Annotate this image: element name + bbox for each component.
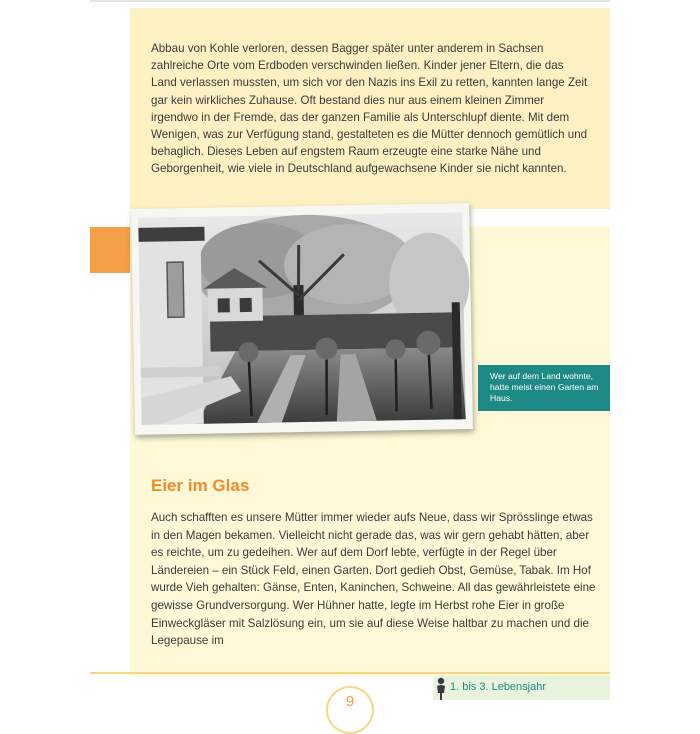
top-rule: [90, 0, 610, 2]
garden-photo-frame: [131, 203, 473, 435]
intro-paragraph: Abbau von Kohle verloren, dessen Bagger später unter anderem in Sachsen zahlreiche Orte vom Erdboden verschwinden ließen. Kinder jener Eltern, die das Land verlassen mussten, um sich vor den Nazis ins Exil zu retten, kannten lange Zeit gar kein wirkliches Zuhause. Oft bestand dies nur aus einem kleinen Zimmer irgendwo in der Fremde, das der ganzen Familie als Unterschlupf diente. Mit dem Wenigen, was zur Verfügung stand, gestalteten es die Mütter dennoch gemütlich und behaglich. Dieses Leben auf engstem Raum erzeugte eine starke Nähe und Geborgenheit, wie viele in Deutschland aufgewachsene Kinder sie nicht kannten.: [151, 42, 588, 176]
photo-caption: Wer auf dem Land wohnte, hatte meist einen Garten am Haus.: [478, 365, 610, 411]
footer-rule: [90, 672, 610, 674]
section-paragraph: Auch schafften es unsere Mütter immer wieder aufs Neue, dass wir Sprösslinge etwas in den Magen bekamen. Vielleicht nicht gerade das, was wir gern gehabt hätten, aber es reichte, um zu gedeihen. Wer auf dem Dorf lebte, verfügte in der Regel über Ländereien – ein Stück Feld, einen Garten. Dort gedieh Obst, Gemüse, Tabak. Im Hof wurde Vieh gehalten: Gänse, Enten, Kaninchen, Schweine. All das gewährleistete eine gewisse Grundversorgung. Wer Hühner hatte, legte im Herbst rohe Eier in große Einweckgläser mit Salzlösung ein, um sie auf diese Weise haltbar zu machen und die Legepause im: [151, 511, 596, 648]
orange-accent-tab: [90, 227, 130, 273]
child-figure-icon: [433, 676, 449, 700]
section-heading: Eier im Glas: [151, 476, 250, 495]
garden-photo: [138, 212, 466, 425]
chapter-label: 1. bis 3. Lebensjahr: [450, 681, 547, 693]
page-number: 9: [345, 693, 355, 710]
